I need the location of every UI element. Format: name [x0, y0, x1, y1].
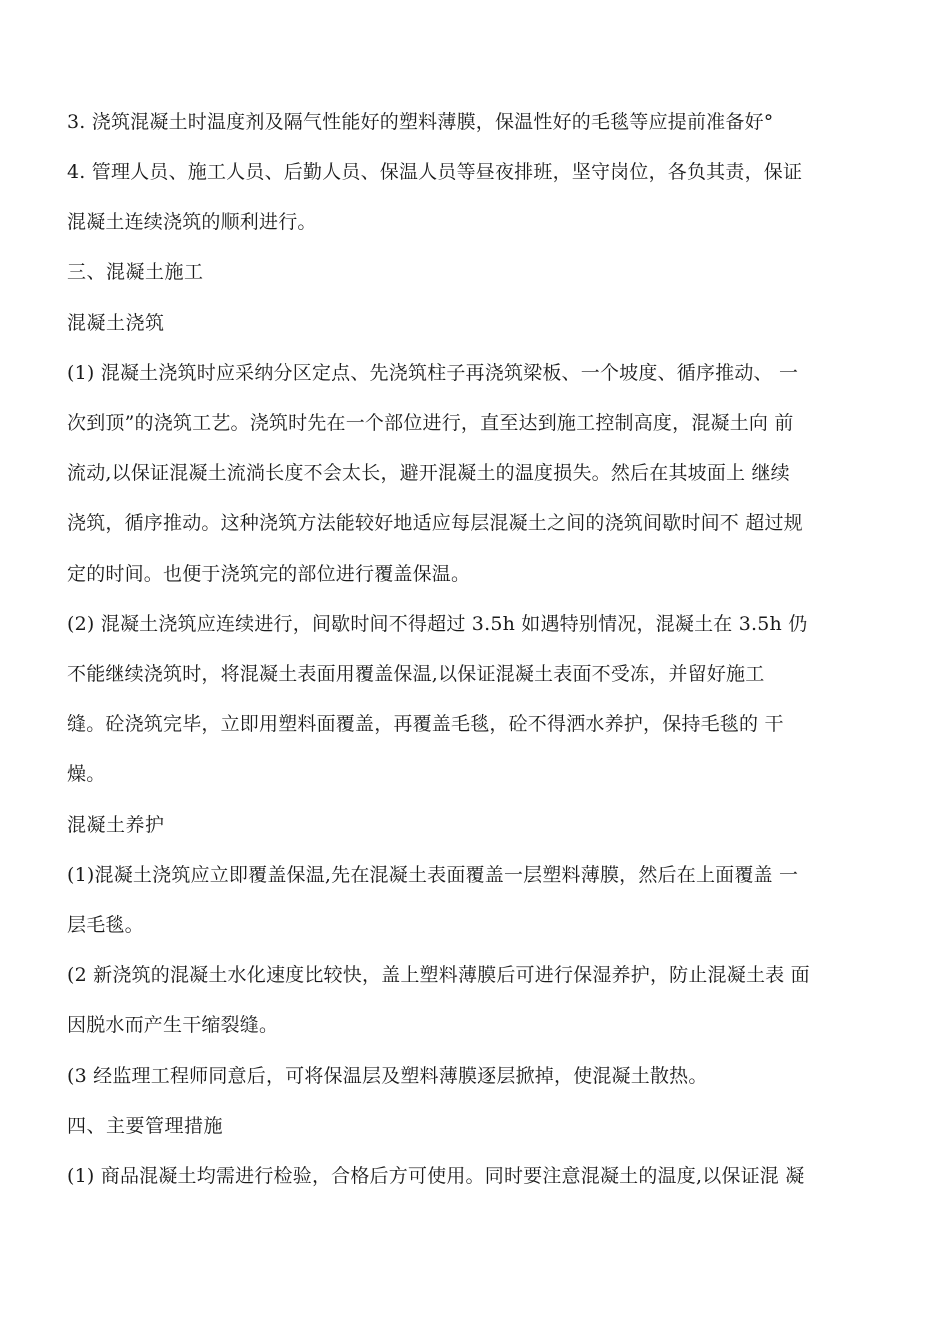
pouring-item-1-line-3: 流动,以保证混凝土流淌长度不会太长，避开混凝土的温度损失。然后在其坡面上 继续: [67, 462, 790, 484]
pouring-item-1-line-2: 次到顶”的浇筑工艺。浇筑时先在一个部位进行，直至达到施工控制高度，混凝土向 前: [67, 412, 794, 434]
curing-item-1-line-1: (1)混凝土浇筑应立即覆盖保温,先在混凝土表面覆盖一层塑料薄膜，然后在上面覆盖 一: [67, 864, 799, 886]
list-item-3: 3. 浇筑混凝土时温度剂及隔气性能好的塑料薄膜，保温性好的毛毯等应提前准备好°: [67, 111, 774, 133]
curing-item-1-line-2: 层毛毯。: [67, 914, 144, 936]
curing-item-2-line-2: 因脱水而产生干缩裂缝。: [67, 1014, 279, 1036]
curing-item-2-line-1: (2 新浇筑的混凝土水化速度比较快，盖上塑料薄膜后可进行保湿养护，防止混凝土表 面: [67, 964, 810, 986]
pouring-item-2-line-2: 不能继续浇筑时，将混凝土表面用覆盖保温,以保证混凝土表面不受冻，并留好施工: [67, 663, 765, 685]
curing-item-3: (3 经监理工程师同意后，可将保温层及塑料薄膜逐层掀掉，使混凝土散热。: [67, 1065, 708, 1087]
list-item-4-continued: 混凝土连续浇筑的顺利进行。: [67, 211, 317, 233]
management-item-1-line-1: (1) 商品混凝土均需进行检验，合格后方可使用。同时要注意混凝土的温度,以保证混 凝: [67, 1165, 805, 1187]
pouring-item-2-line-1: (2) 混凝土浇筑应连续进行，间歇时间不得超过 3.5h 如遇特别情况，混凝土在 3.5h 仍: [67, 613, 808, 635]
pouring-item-2-line-3: 缝。砼浇筑完毕，立即用塑料面覆盖，再覆盖毛毯，砼不得洒水养护，保持毛毯的 干: [67, 713, 784, 735]
list-item-4: 4. 管理人员、施工人员、后勤人员、保温人员等昼夜排班，坚守岗位，各负其责，保证: [67, 161, 803, 183]
pouring-item-1-line-1: (1) 混凝土浇筑时应采纳分区定点、先浇筑柱子再浇筑梁板、一个坡度、循序推动、 一: [67, 362, 799, 384]
section-heading-4: 四、主要管理措施: [67, 1115, 224, 1137]
subheading-pouring: 混凝土浇筑: [67, 312, 165, 334]
pouring-item-2-line-4: 燥。: [67, 763, 106, 785]
subheading-curing: 混凝土养护: [67, 814, 165, 836]
pouring-item-1-line-4: 浇筑，循序推动。这种浇筑方法能较好地适应每层混凝土之间的浇筑间歇时间不 超过规: [67, 512, 803, 534]
section-heading-3: 三、混凝土施工: [67, 261, 204, 283]
pouring-item-1-line-5: 定的时间。也便于浇筑完的部位进行覆盖保温。: [67, 563, 471, 585]
